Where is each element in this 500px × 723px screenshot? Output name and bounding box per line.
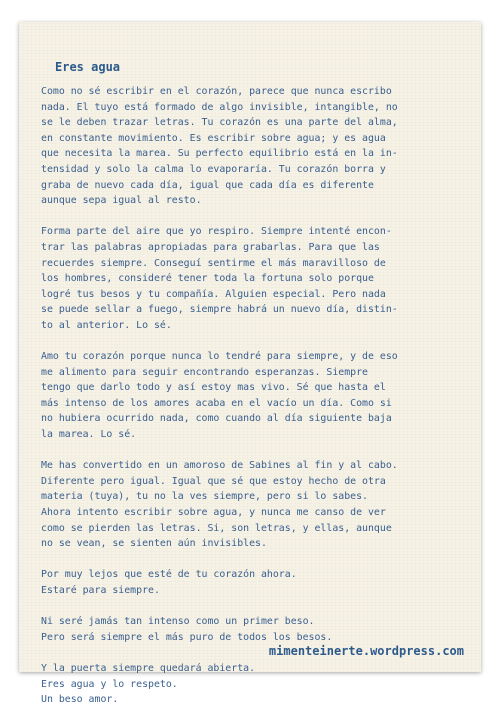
- paragraph: [41, 458, 471, 552]
- text-line: Pero será siempre el más puro de todos los besos.: [41, 631, 333, 643]
- text-line: Por muy lejos que esté de tu corazón ahora.: [41, 569, 297, 581]
- text-line: se le deben trazar letras. Tu corazón es una parte del alma,: [41, 117, 398, 129]
- text-line: Ni seré jamás tan intenso como un primer beso.: [41, 616, 315, 628]
- text-line: recuerdes siempre. Conseguí sentirme el más maravilloso de: [41, 257, 386, 269]
- text-line: que necesita la marea. Su perfecto equilibrio está en la in-: [41, 148, 398, 160]
- text-line: me alimento para seguir encontrando esperanzas. Siempre: [41, 366, 368, 378]
- document-title: Eres agua: [55, 60, 121, 74]
- text-line: Amo tu corazón porque nunca lo tendré para siempre, y de eso: [41, 351, 398, 363]
- text-line: en constante movimiento. Es escribir sobre agua; y es agua: [41, 132, 386, 144]
- text-line: como se pierden las letras. Si, son letras, y ellas, aunque: [41, 522, 392, 534]
- text-line: trar las palabras apropiadas para grabarlas. Para que las: [41, 241, 380, 253]
- text-line: los hombres, consideré tener toda la fortuna solo porque: [41, 273, 374, 285]
- paragraph: [41, 84, 471, 209]
- text-line: Como no sé escribir en el corazón, parece que nunca escribo: [41, 86, 392, 97]
- text-line: más intenso de los amores acaba en el vacío un día. Como si: [41, 397, 392, 409]
- text-line: tengo que darlo todo y así estoy mas vivo. Sé que hasta el: [41, 382, 386, 394]
- paragraph: [41, 614, 471, 645]
- text-line: no hubiera ocurrido nada, como cuando al día siguiente baja: [41, 413, 392, 425]
- text-line: la marea. Lo sé.: [41, 429, 137, 441]
- paragraph: [41, 349, 471, 443]
- letter-body: [41, 84, 471, 723]
- text-line: graba de nuevo cada día, igual que cada día es diferente: [41, 179, 374, 191]
- text-line: tensidad y solo la calma lo evaporaría. Tu corazón borra y: [41, 163, 386, 175]
- text-line: Diferente pero igual. Igual que sé que estoy hecho de otra: [41, 475, 386, 487]
- text-line: logré tus besos y tu compañía. Alguien especial. Pero nada: [41, 288, 386, 300]
- text-line: aunque sepa igual al resto.: [41, 195, 202, 207]
- text-line: nada. El tuyo está formado de algo invisible, intangible, no: [41, 101, 398, 113]
- text-line: to al anterior. Lo sé.: [41, 319, 172, 331]
- text-line: se puede sellar a fuego, siempre habrá un nuevo día, distin-: [41, 304, 398, 316]
- paragraph: [41, 567, 471, 598]
- text-line: Un beso amor.: [41, 694, 119, 706]
- blog-url: mimenteinerte.wordpress.com: [268, 644, 464, 658]
- text-line: Eres agua y lo respeto.: [41, 678, 178, 690]
- text-line: Ahora intento escribir sobre agua, y nunca me canso de ver: [41, 507, 386, 519]
- text-line: Forma parte del aire que yo respiro. Siempre intenté encon-: [41, 226, 392, 238]
- text-line: Estaré para siempre.: [41, 585, 160, 596]
- text-line: Me has convertido en un amoroso de Sabines al fin y al cabo.: [41, 460, 398, 472]
- paragraph: [41, 661, 471, 708]
- text-line: Y la puerta siempre quedará abierta.: [41, 662, 256, 674]
- paragraph: [41, 224, 471, 333]
- text-line: materia (tuya), tu no la ves siempre, pero si lo sabes.: [41, 491, 368, 503]
- text-line: no se vean, se sienten aún invisibles.: [41, 538, 267, 550]
